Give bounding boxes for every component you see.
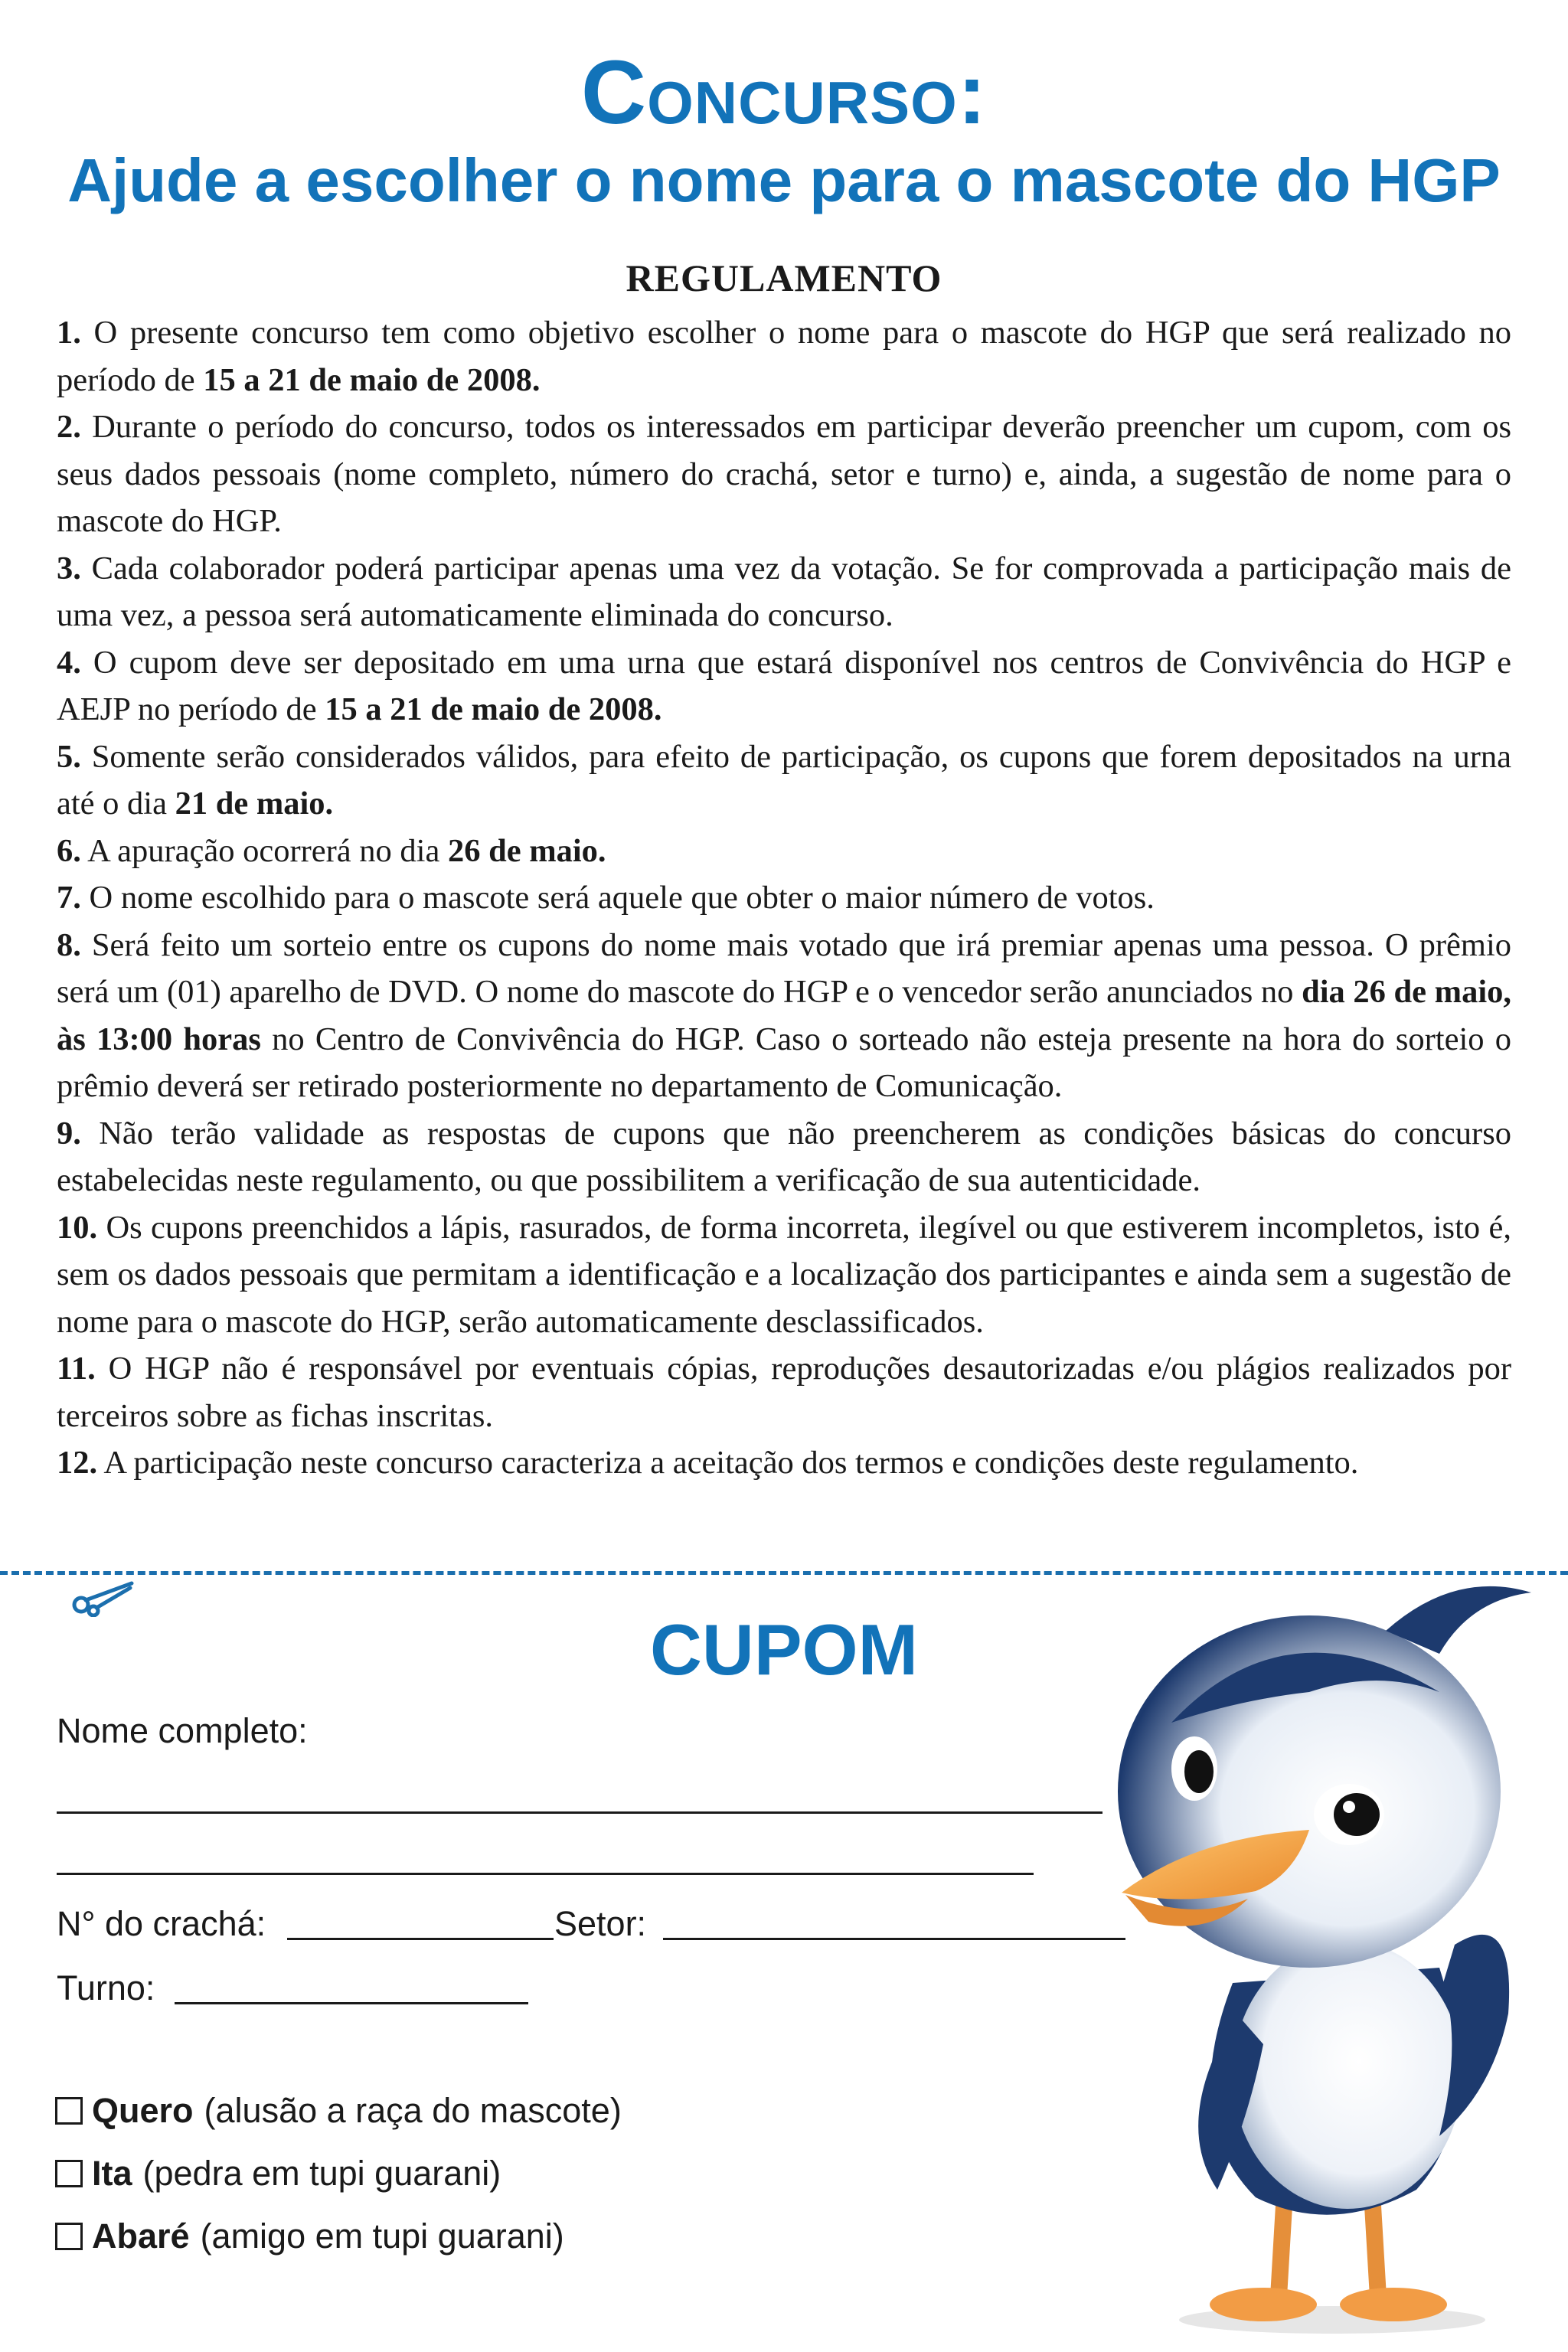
- checkbox[interactable]: [55, 2160, 83, 2187]
- rule-text: A participação neste concurso caracteriza a aceitação dos termos e condições deste regulamento.: [97, 1445, 1359, 1481]
- rule-item: [57, 403, 1511, 545]
- rule-text: A apuração ocorrerá no dia: [80, 832, 448, 869]
- option-quero[interactable]: [55, 2093, 622, 2128]
- rule-item: [57, 922, 1511, 1110]
- rule-number: 8.: [57, 926, 81, 963]
- rule-number: 2.: [57, 409, 81, 445]
- nome-field-line-2[interactable]: [57, 1873, 1034, 1875]
- option-name: Ita: [92, 2154, 132, 2193]
- rule-number: 6.: [57, 832, 81, 869]
- rule-number: 1.: [57, 315, 81, 351]
- rule-number: 4.: [57, 644, 81, 681]
- cracha-label: N° do crachá:: [57, 1904, 266, 1943]
- checkbox[interactable]: [55, 2223, 83, 2250]
- rule-text: Somente serão considerados válidos, para efeito de participação, os cupons que forem depositados na urna até o dia: [57, 738, 1511, 822]
- rule-item: [57, 545, 1511, 639]
- checkbox[interactable]: [55, 2097, 83, 2125]
- rule-text: Durante o período do concurso, todos os interessados em participar deverão preencher um cupom, com os seus dados pessoais (nome completo, número do crachá, setor e turno) e, ainda, a sugestão de nome para o mascote do HGP.: [57, 409, 1511, 539]
- rule-text: Cada colaborador poderá participar apenas uma vez da votação. Se for comprovada a participação mais de uma vez, a pessoa será automaticamente eliminada do concurso.: [57, 550, 1511, 633]
- rule-text: O cupom deve ser depositado em uma urna que estará disponível nos centros de Convivência do HGP e AEJP no período de: [57, 644, 1511, 727]
- rule-item: [57, 1439, 1511, 1487]
- setor-label: Setor:: [554, 1904, 647, 1943]
- rule-item: [57, 309, 1511, 403]
- rule-text: Será feito um sorteio entre os cupons do nome mais votado que irá premiar apenas uma pessoa. O prêmio será um (01) aparelho de DVD. O nome do mascote do HGP e o vencedor serão anunciados no: [57, 926, 1511, 1010]
- rule-text: no Centro de Convivência do HGP. Caso o sorteado não esteja presente na hora do sorteio o prêmio deverá ser retirado posteriormente no departamento de Comunicação.: [57, 1021, 1511, 1104]
- title-rest: oncurso:: [647, 46, 988, 142]
- option-abare[interactable]: [55, 2216, 564, 2256]
- option-ita[interactable]: [55, 2154, 501, 2193]
- nome-field-line-1[interactable]: [57, 1811, 1102, 1814]
- nome-label: Nome completo:: [57, 1711, 308, 1750]
- rule-highlight: 15 a 21 de maio de 2008.: [203, 361, 541, 398]
- option-desc: (pedra em tupi guarani): [142, 2154, 501, 2193]
- coupon-title: CUPOM: [650, 1609, 918, 1690]
- option-name: Quero: [92, 2091, 194, 2130]
- title-initial: C: [580, 42, 648, 143]
- option-name: Abaré: [92, 2216, 190, 2256]
- rule-item: [57, 639, 1511, 733]
- turno-label: Turno:: [57, 1968, 155, 2007]
- rule-item: [57, 828, 1511, 875]
- rule-number: 3.: [57, 550, 81, 586]
- option-desc: (amigo em tupi guarani): [200, 2216, 564, 2256]
- rule-number: 12.: [57, 1445, 98, 1481]
- rule-item: [57, 733, 1511, 828]
- cut-line: [0, 1571, 1568, 1575]
- rule-number: 9.: [57, 1115, 81, 1152]
- contest-title: [0, 42, 1568, 143]
- rule-text: Os cupons preenchidos a lápis, rasurados, de forma incorreta, ilegível ou que estiverem incompletos, isto é, sem os dados pessoais que permitam a identificação e a localização dos participantes e ainda sem a sugestão de nome para o mascote do HGP, serão automaticamente desclassificados.: [57, 1209, 1511, 1340]
- rule-highlight: 26 de maio.: [447, 832, 606, 869]
- rule-highlight: dia 26 de maio, às 13:00 horas: [57, 974, 1512, 1057]
- contest-subtitle: Ajude a escolher o nome para o mascote do HGP: [67, 146, 1501, 214]
- rule-number: 5.: [57, 738, 81, 775]
- rule-number: 7.: [57, 880, 81, 916]
- rule-item: [57, 1204, 1511, 1346]
- rule-item: [57, 1110, 1511, 1204]
- rule-text: O nome escolhido para o mascote será aquele que obter o maior número de votos.: [80, 880, 1155, 916]
- rule-number: 10.: [57, 1209, 98, 1246]
- rule-item: [57, 1345, 1511, 1439]
- rule-text: O HGP não é responsável por eventuais cópias, reproduções desautorizadas e/ou plágios realizados por terceiros sobre as fichas inscritas.: [57, 1351, 1511, 1434]
- rule-highlight: 15 a 21 de maio de 2008.: [325, 691, 662, 727]
- option-desc: (alusão a raça do mascote): [204, 2091, 622, 2130]
- rule-number: 11.: [57, 1351, 96, 1387]
- scissors-icon: [70, 1577, 136, 1617]
- rule-item: [57, 874, 1511, 922]
- rule-text: O presente concurso tem como objetivo escolher o nome para o mascote do HGP que será realizado no período de: [57, 315, 1511, 398]
- cracha-field-line[interactable]: [287, 1938, 554, 1940]
- regulamento-heading: REGULAMENTO: [626, 256, 942, 299]
- rules-list: [57, 309, 1511, 1487]
- penguin-mascot-icon: [1057, 1585, 1547, 2343]
- turno-field-line[interactable]: [175, 2002, 528, 2004]
- rule-highlight: 21 de maio.: [175, 786, 334, 822]
- rule-text: Não terão validade as respostas de cupons que não preencherem as condições básicas do concurso estabelecidas neste regulamento, ou que possibilitem a verificação de sua autenticidade.: [57, 1115, 1511, 1198]
